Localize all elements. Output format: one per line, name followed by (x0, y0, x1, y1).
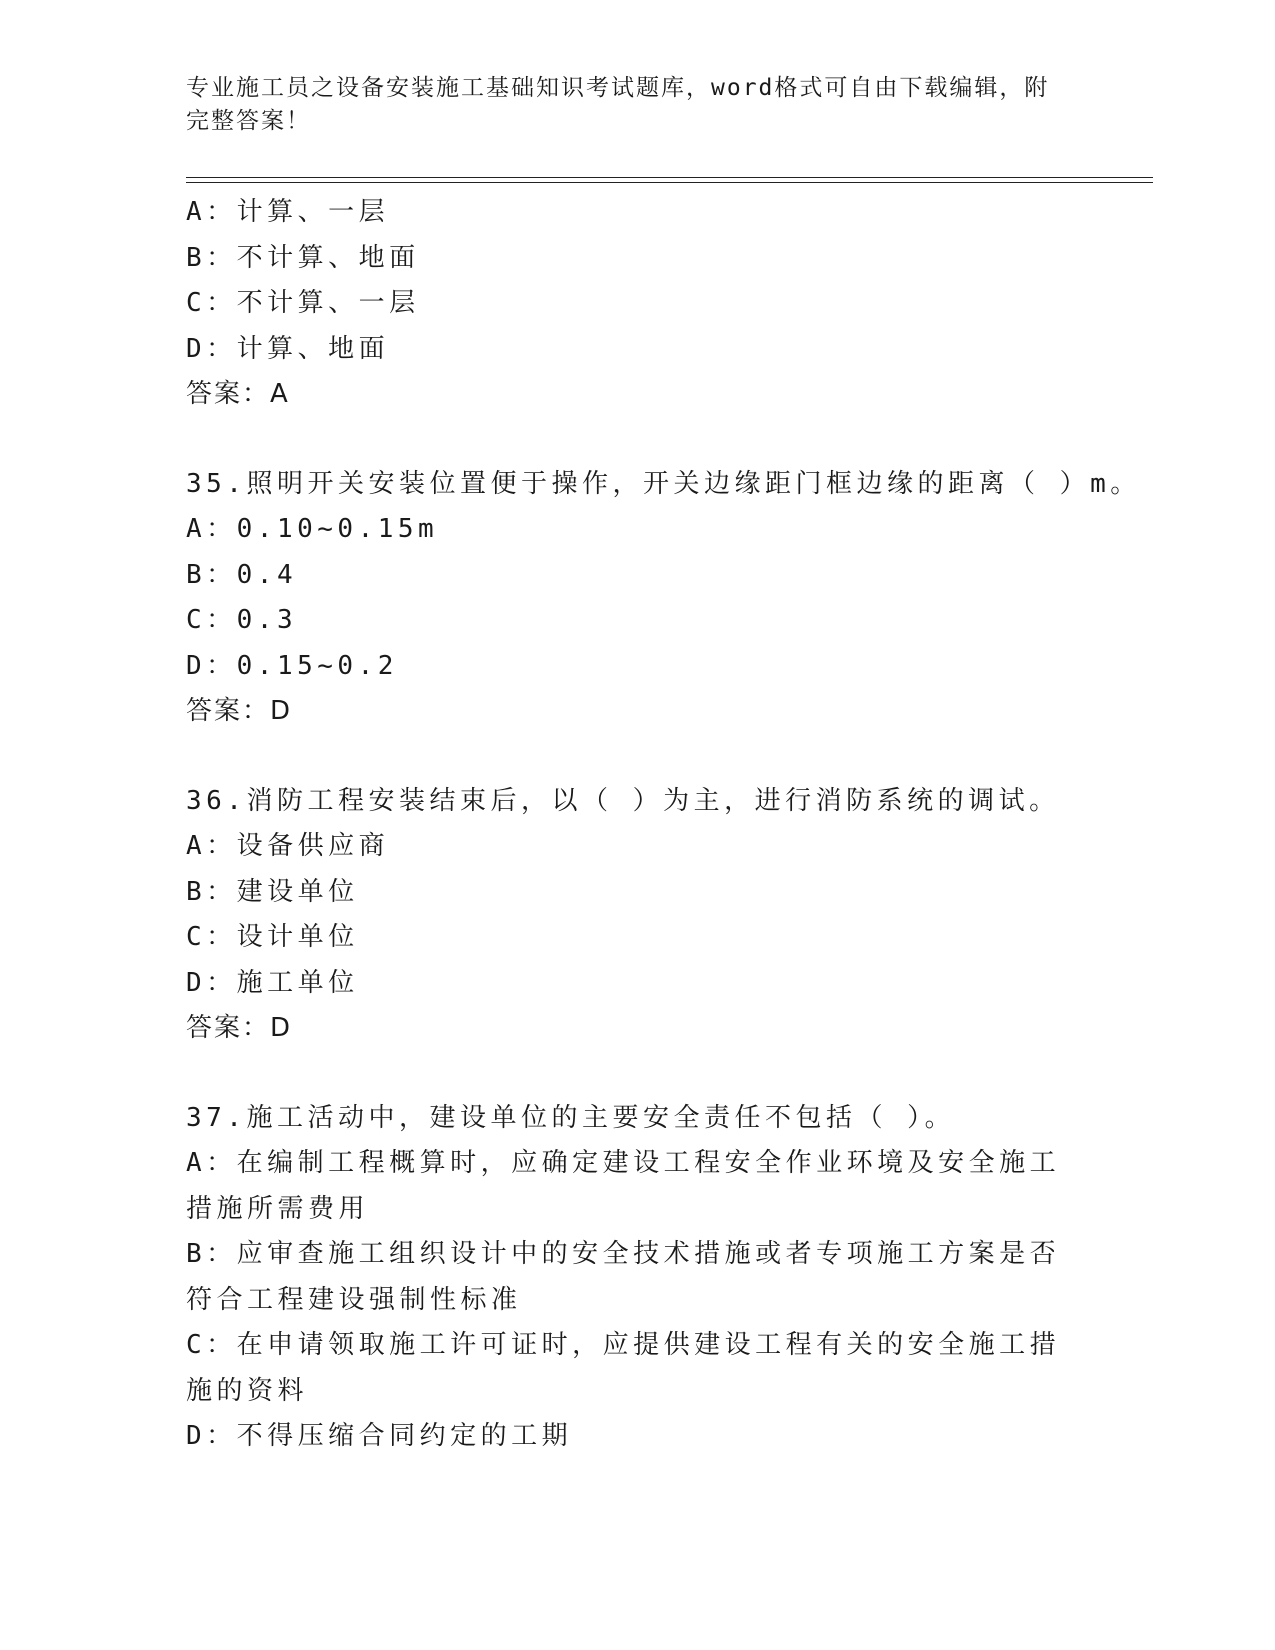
question-list (186, 190, 1141, 1460)
question-37-block (186, 1096, 1086, 1460)
document-header: 专业施工员之设备安装施工基础知识考试题库，word格式可自由下载编辑，附完整答案！ (186, 75, 1050, 134)
header-rule-top (186, 177, 1153, 178)
spacer (186, 418, 1086, 462)
option-d: D：不得压缩合同约定的工期 (186, 1421, 573, 1451)
option-c: C：设计单位 (186, 922, 359, 952)
option-b: B：建设单位 (186, 876, 359, 907)
option-a: A：在编制工程概算时，应确定建设工程安全作业环境及安全施工措施所需费用 (186, 1148, 1061, 1224)
option-b: B：应审查施工组织设计中的安全技术措施或者专项施工方案是否符合工程建设强制性标准 (186, 1239, 1061, 1315)
option-c: C：0.3 (186, 605, 298, 635)
header-rule-bottom (186, 182, 1153, 183)
spacer (186, 1052, 1086, 1096)
option-c: C：不计算、一层 (186, 288, 420, 318)
option-b: B：不计算、地面 (186, 242, 420, 273)
option-a: A：0.10~0.15m (186, 514, 439, 544)
question-text: 35.照明开关安装位置便于操作，开关边缘距门框边缘的距离（ ）m。 (186, 468, 1141, 499)
option-b: B：0.4 (186, 559, 298, 590)
option-d: D：施工单位 (186, 967, 359, 998)
spacer (186, 735, 1086, 779)
option-a: A：计算、一层 (186, 197, 390, 227)
option-d: D：计算、地面 (186, 333, 390, 364)
answer-line: 答案：A (186, 379, 290, 409)
question-35-block (186, 462, 1141, 735)
question-36-block (186, 779, 1086, 1052)
answer-line: 答案：D (186, 696, 293, 726)
answer-line: 答案：D (186, 1013, 293, 1043)
question-text: 36.消防工程安装结束后，以（ ）为主，进行消防系统的调试。 (186, 785, 1060, 816)
option-c: C：在申请领取施工许可证时，应提供建设工程有关的安全施工措施的资料 (186, 1330, 1061, 1406)
option-a: A：设备供应商 (186, 831, 390, 861)
option-d: D：0.15~0.2 (186, 650, 398, 681)
question-text: 37.施工活动中，建设单位的主要安全责任不包括（ ）。 (186, 1102, 956, 1133)
question-34-block (186, 190, 1086, 418)
